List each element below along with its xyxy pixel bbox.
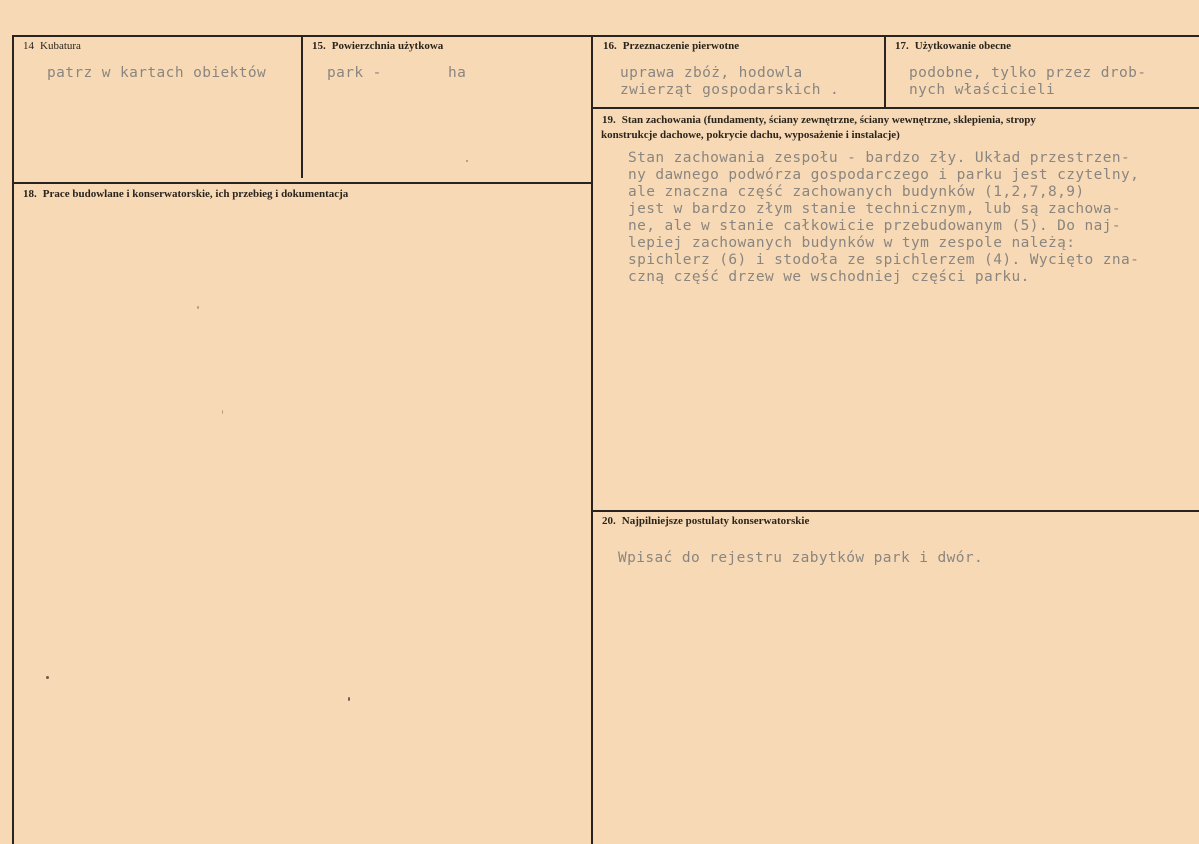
field-14-value: patrz w kartach obiektów [47, 65, 267, 81]
field-20-number: 20. [602, 515, 616, 527]
paper-speck [222, 410, 223, 414]
field-19-value-line-6: lepiej zachowanych budynków w tym zespole należą: [628, 235, 1076, 251]
paper-speck [466, 160, 468, 162]
field-14-label [23, 40, 81, 53]
field-19-value-line-8: czną część drzew we wschodniej części parku. [628, 269, 1030, 285]
field-16-title: Przeznaczenie pierwotne [622, 40, 740, 52]
field-19-value-line-7: spichlerz (6) i stodoła ze spichlerzem (4). Wycięto zna- [628, 252, 1140, 268]
field-14-title: Kubatura [40, 40, 81, 52]
field-19-value-line-2: ny dawnego podwórza gospodarczego i parku jest czytelny, [628, 167, 1140, 183]
left-border [12, 35, 14, 844]
field-16-number: 16. [603, 40, 617, 52]
field-19-value-line-3: ale znaczna część zachowanych budynków (1,2,7,8,9) [628, 184, 1085, 200]
field-20-value: Wpisać do rejestru zabytków park i dwór. [618, 550, 984, 566]
divider-14-15 [301, 35, 303, 178]
field-18-title: Prace budowlane i konserwatorskie, ich przebieg i dokumentacja [42, 188, 349, 200]
field-15-value-unit: ha [448, 65, 467, 81]
paper-speck [197, 306, 199, 309]
field-16-value-line-2: zwierząt gospodarskich . [620, 82, 840, 98]
field-18-number: 18. [23, 188, 37, 200]
paper-speck [46, 676, 49, 679]
top-border [12, 35, 1199, 37]
field-15-title: Powierzchnia użytkowa [331, 40, 444, 52]
divider-row-19 [591, 107, 1199, 109]
field-19-number: 19. [602, 114, 616, 126]
field-17-value-line-2: nych właścicieli [909, 82, 1056, 98]
field-15-number: 15. [312, 40, 326, 52]
field-16-label [603, 40, 739, 53]
field-17-value-line-1: podobne, tylko przez drob- [909, 65, 1147, 81]
divider-row-18 [12, 182, 593, 184]
field-15-label [312, 40, 443, 53]
field-19-title-1: Stan zachowania (fundamenty, ściany zewnętrzne, ściany wewnętrzne, sklepienia, stropy [621, 114, 1036, 126]
field-20-title: Najpilniejsze postulaty konserwatorskie [621, 515, 810, 527]
field-19-label-line-2: konstrukcje dachowe, pokrycie dachu, wyposażenie i instalacje) [601, 129, 900, 141]
field-17-title: Użytkowanie obecne [914, 40, 1011, 52]
field-15-value-area: park - [327, 65, 382, 81]
field-17-label [895, 40, 1011, 53]
field-19-value-line-1: Stan zachowania zespołu - bardzo zły. Układ przestrzen- [628, 150, 1131, 166]
divider-16-17 [884, 35, 886, 107]
divider-center [591, 35, 593, 844]
paper-speck [348, 697, 350, 701]
field-19-value-line-5: ne, ale w stanie całkowicie przebudowanym (5). Do naj- [628, 218, 1122, 234]
field-17-number: 17. [895, 40, 909, 52]
field-20-label [602, 515, 809, 528]
field-16-value-line-1: uprawa zbóż, hodowla [620, 65, 803, 81]
field-18-label [23, 188, 348, 201]
field-14-number: 14 [23, 40, 34, 52]
field-19-value-line-4: jest w bardzo złym stanie technicznym, lub są zachowa- [628, 201, 1122, 217]
divider-row-20 [591, 510, 1199, 512]
field-19-label-line-1 [602, 114, 1036, 127]
